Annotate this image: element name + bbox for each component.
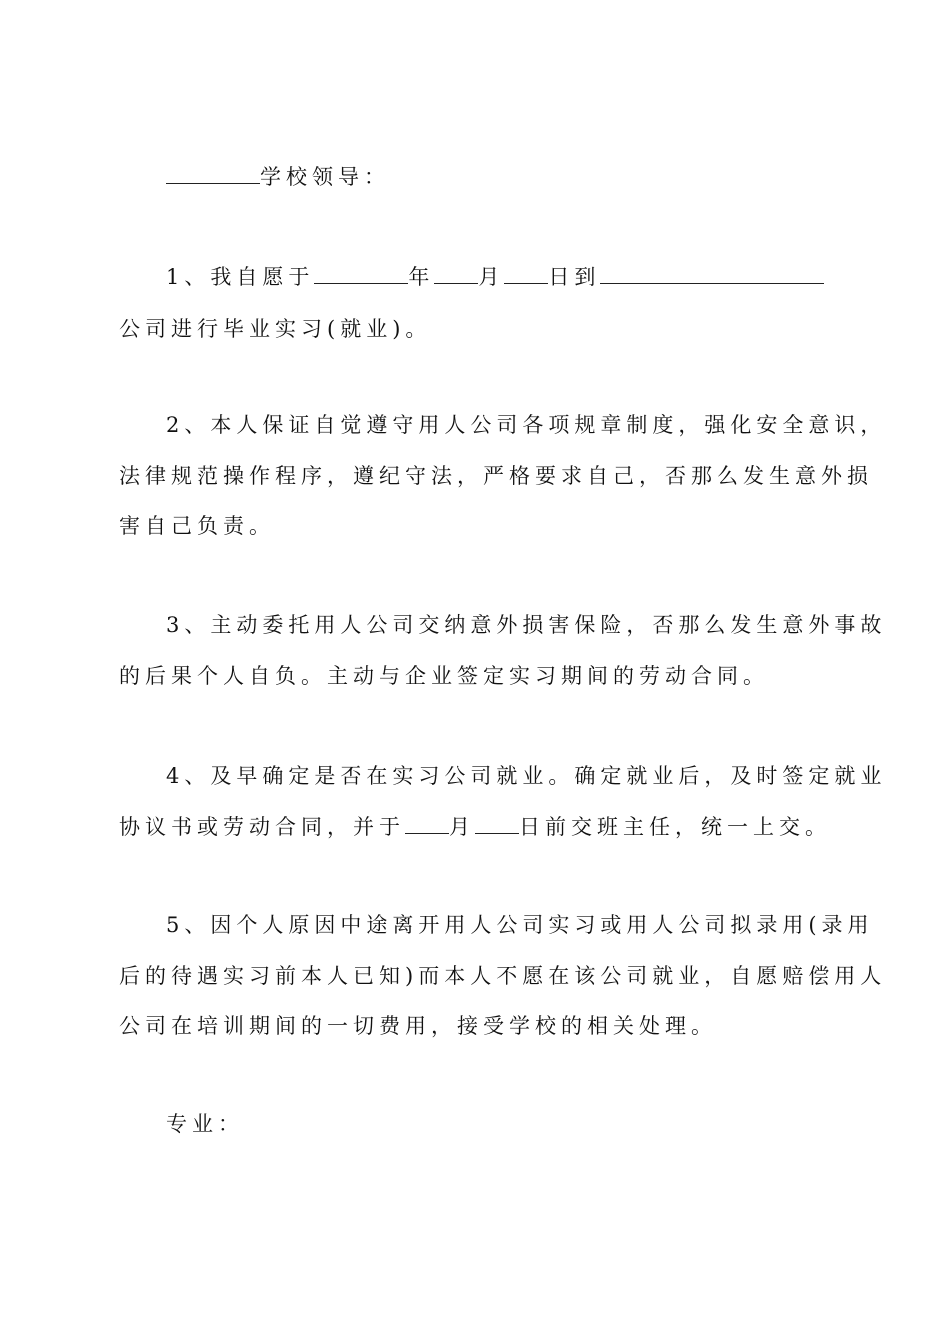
item-4-month-label: 月 xyxy=(449,815,475,839)
item-5-line-3: 公司在培训期间的一切费用，接受学校的相关处理。 xyxy=(119,1014,717,1038)
month-label: 月 xyxy=(478,265,505,289)
item-2-line-3: 害自己负责。 xyxy=(119,514,275,538)
item-3-line-2: 的后果个人自负。主动与企业签定实习期间的劳动合同。 xyxy=(119,664,769,688)
major-label: 专业： xyxy=(166,1112,244,1136)
company-blank xyxy=(600,263,824,284)
item-1-line-2: 公司进行毕业实习(就业)。 xyxy=(119,317,432,341)
year-label: 年 xyxy=(408,265,435,289)
item-4-prefix: 协议书或劳动合同，并于 xyxy=(119,815,405,839)
school-name-blank xyxy=(166,163,260,184)
item-3-line-1: 3、主动委托用人公司交纳意外损害保险，否那么发生意外事故 xyxy=(166,613,887,637)
item-4-suffix: 日前交班主任，统一上交。 xyxy=(519,815,831,839)
item-5-line-2: 后的待遇实习前本人已知)而本人不愿在该公司就业，自愿赔偿用人 xyxy=(119,964,887,988)
item-4-month-blank xyxy=(405,813,449,834)
item-4-day-blank xyxy=(475,813,519,834)
salutation-text: 学校领导： xyxy=(260,165,390,189)
day-blank xyxy=(504,263,548,284)
item-2-line-1: 2、本人保证自觉遵守用人公司各项规章制度，强化安全意识， xyxy=(166,413,887,437)
item-1-line-1 xyxy=(166,262,824,292)
salutation xyxy=(166,162,390,192)
month-blank xyxy=(434,263,478,284)
day-label: 日到 xyxy=(548,265,601,289)
item-1-prefix: 1、我自愿于 xyxy=(166,265,315,289)
year-blank xyxy=(314,263,408,284)
item-4-line-1: 4、及早确定是否在实习公司就业。确定就业后，及时签定就业 xyxy=(166,764,887,788)
item-2-line-2: 法律规范操作程序，遵纪守法，严格要求自己，否那么发生意外损 xyxy=(119,464,873,488)
item-5-line-1: 5、因个人原因中途离开用人公司实习或用人公司拟录用(录用 xyxy=(166,913,874,937)
item-4-line-2 xyxy=(119,812,831,842)
